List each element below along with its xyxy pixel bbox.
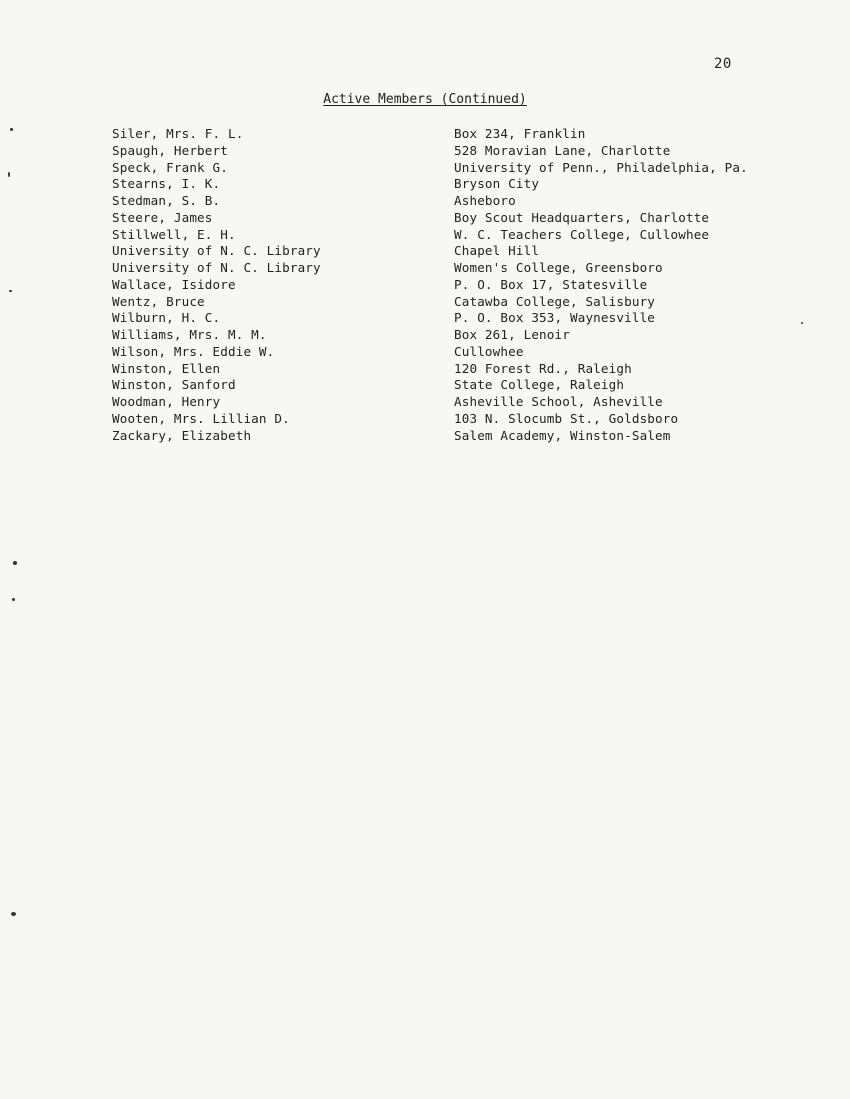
member-name: Stillwell, E. H. [112, 226, 236, 242]
member-name: Wallace, Isidore [112, 276, 236, 292]
member-name: Wilburn, H. C. [112, 310, 221, 326]
member-row [112, 327, 812, 344]
member-row [112, 160, 812, 177]
member-name: Winston, Sanford [112, 377, 236, 393]
member-row [112, 377, 812, 394]
member-name: Williams, Mrs. M. M. [112, 327, 267, 342]
member-name: Siler, Mrs. F. L. [112, 126, 244, 141]
member-row [112, 143, 812, 160]
scan-speck [12, 598, 15, 601]
member-row [112, 294, 812, 311]
member-row [112, 277, 812, 294]
member-row [112, 227, 812, 244]
member-name: Wilson, Mrs. Eddie W. [112, 343, 275, 359]
member-name: Spaugh, Herbert [112, 142, 228, 158]
member-name: Zackary, Elizabeth [112, 427, 252, 443]
member-address: University of Penn., Philadelphia, Pa. [454, 159, 748, 175]
scan-speck [10, 128, 13, 131]
member-row [112, 394, 812, 411]
member-address: State College, Raleigh [454, 377, 625, 393]
member-address: Cullowhee [454, 343, 524, 359]
member-row [112, 428, 812, 445]
member-address: Box 234, Franklin [454, 126, 586, 141]
member-address: W. C. Teachers College, Cullowhee [454, 226, 710, 242]
scan-speck [9, 290, 12, 292]
member-row [112, 310, 812, 327]
member-name: Stearns, I. K. [112, 176, 221, 192]
member-row [112, 193, 812, 210]
member-address: Chapel Hill [454, 243, 540, 259]
member-row [112, 260, 812, 277]
page-number: 20 [714, 56, 732, 72]
member-row [112, 210, 812, 227]
member-address: Boy Scout Headquarters, Charlotte [454, 209, 710, 225]
member-address: Asheboro [454, 193, 516, 208]
member-address: Bryson City [454, 176, 540, 192]
member-name: Winston, Ellen [112, 360, 221, 376]
member-address: P. O. Box 17, Statesville [454, 276, 648, 292]
member-address: Box 261, Lenoir [454, 327, 570, 342]
scan-speck [801, 322, 803, 324]
member-address: Women's College, Greensboro [454, 260, 663, 275]
member-address: 120 Forest Rd., Raleigh [454, 360, 632, 376]
member-address: Salem Academy, Winston-Salem [454, 427, 671, 443]
member-name: Stedman, S. B. [112, 193, 221, 208]
scan-speck [13, 561, 17, 565]
member-row [112, 344, 812, 361]
member-name: Steere, James [112, 209, 213, 225]
member-row [112, 176, 812, 193]
member-row [112, 126, 812, 143]
member-name: University of N. C. Library [112, 243, 321, 259]
member-address: Asheville School, Asheville [454, 394, 663, 409]
member-name: University of N. C. Library [112, 260, 321, 275]
member-name: Speck, Frank G. [112, 159, 228, 175]
member-address: Catawba College, Salisbury [454, 293, 656, 309]
member-row [112, 243, 812, 260]
member-address: 528 Moravian Lane, Charlotte [454, 142, 671, 158]
page-heading: Active Members (Continued) [323, 92, 527, 107]
member-row [112, 411, 812, 428]
member-name: Wentz, Bruce [112, 293, 205, 309]
scan-speck [8, 172, 10, 177]
member-name: Wooten, Mrs. Lillian D. [112, 410, 290, 426]
member-address: 103 N. Slocumb St., Goldsboro [454, 410, 679, 426]
member-row [112, 361, 812, 378]
member-address: P. O. Box 353, Waynesville [454, 310, 656, 326]
member-name: Woodman, Henry [112, 394, 221, 409]
scan-speck [11, 912, 16, 916]
member-list [112, 126, 812, 444]
